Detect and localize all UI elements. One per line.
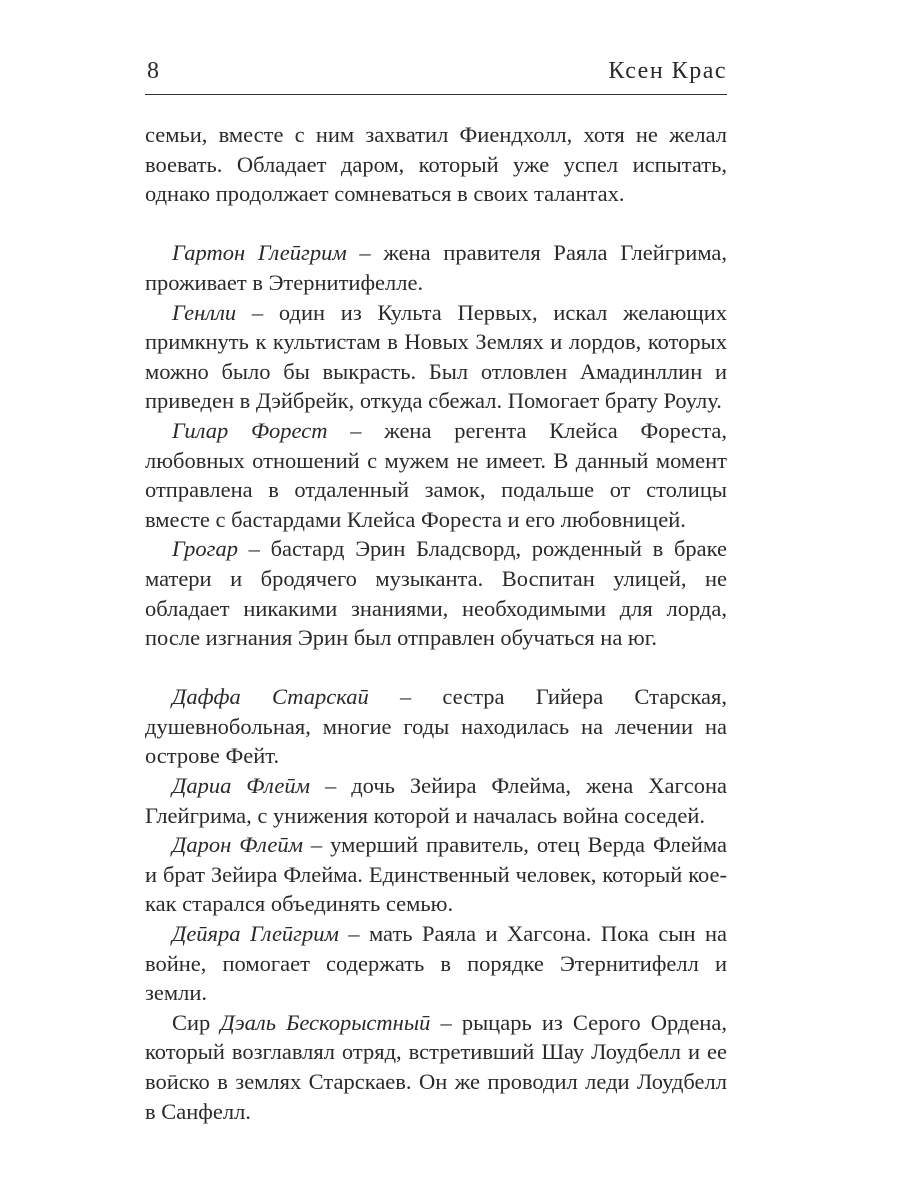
entry-name: Дариа Флеӣм — [172, 773, 311, 799]
paragraph-text: семьи, вместе с ним захватил Фиендхолл, хотя не желал воевать. Обладает даром, который уже успел испытать, однако продолжает сомневаться в своих талантах. — [145, 122, 727, 207]
entry-text: – дочь Зейира Флейма, жена Хагсона Глейгрима, с унижения которой и началась война соседей. — [145, 773, 727, 828]
entry-name: Деӣяра Глеӣгрим — [172, 921, 339, 947]
entry-name: Генлли — [172, 299, 237, 325]
entry-text: – умерший правитель, отец Верда Флейма и брат Зейира Флейма. Единственный человек, который кое-как старался объединять семью. — [145, 832, 727, 917]
glossary-entry — [145, 1008, 727, 1126]
glossary-entry — [145, 534, 727, 652]
entry-name: Гартон Глеӣгрим — [172, 240, 347, 266]
page-header — [145, 52, 727, 92]
entry-text: – бастард Эрин Бладсворд, рожденный в браке матери и бродячего музыканта. Воспитан улицей, не обладает никакими знаниями, необходимыми для лорда, после изгнания Эрин был отправлен обучаться на юг. — [145, 536, 727, 651]
entry-name: Даффа Старскаӣ — [172, 684, 369, 710]
glossary-entry — [145, 919, 727, 1008]
page-number: 8 — [147, 58, 159, 84]
glossary-entry — [145, 771, 727, 830]
entry-name: Грогар — [172, 536, 238, 562]
entry-name: Дэаль Бескорыстныӣ — [220, 1009, 431, 1035]
text-body — [145, 120, 727, 1126]
glossary-entry — [145, 298, 727, 416]
entry-text: – жена регента Клейса Фореста, любовных отношений с мужем не имеет. В данный момент отправлена в отдаленный замок, подальше от столицы вместе с бастардами Клейса Фореста и его любовницей. — [145, 417, 727, 532]
entry-text: – мать Раяла и Хагсона. Пока сын на войне, помогает содержать в порядке Этернитифелл и земли. — [145, 921, 727, 1006]
entry-name: Дарон Флеӣм — [172, 832, 303, 858]
entry-text: – сестра Гийера Старская, душевнобольная, многие годы находилась на лечении на острове Фейт. — [145, 684, 727, 769]
entry-prefix: Сир — [172, 1009, 221, 1035]
glossary-entry — [145, 682, 727, 771]
entry-text: – один из Культа Первых, искал желающих примкнуть к культистам в Новых Землях и лордов, которых можно было бы выкрасть. Был отловлен Амадинллин и приведен в Дэйбрейк, откуда сбежал. Помогает брату Роулу. — [145, 299, 727, 414]
glossary-entry — [145, 830, 727, 919]
paragraph-continuation — [145, 120, 727, 209]
entry-name: Гилар Форест — [172, 417, 328, 443]
glossary-entry — [145, 238, 727, 297]
entry-text: – жена правителя Раяла Глейгрима, проживает в Этернитифелле. — [145, 240, 728, 295]
running-head-author: Ксен Крас — [608, 58, 727, 84]
header-rule — [145, 94, 727, 95]
glossary-entry — [145, 416, 727, 534]
entry-text: – рыцарь из Серого Ордена, который возглавлял отряд, встретивший Шау Лоудбелл и ее воӣско в землях Старскаев. Он же проводил леди Лоудбелл в Санфелл. — [145, 1009, 727, 1124]
